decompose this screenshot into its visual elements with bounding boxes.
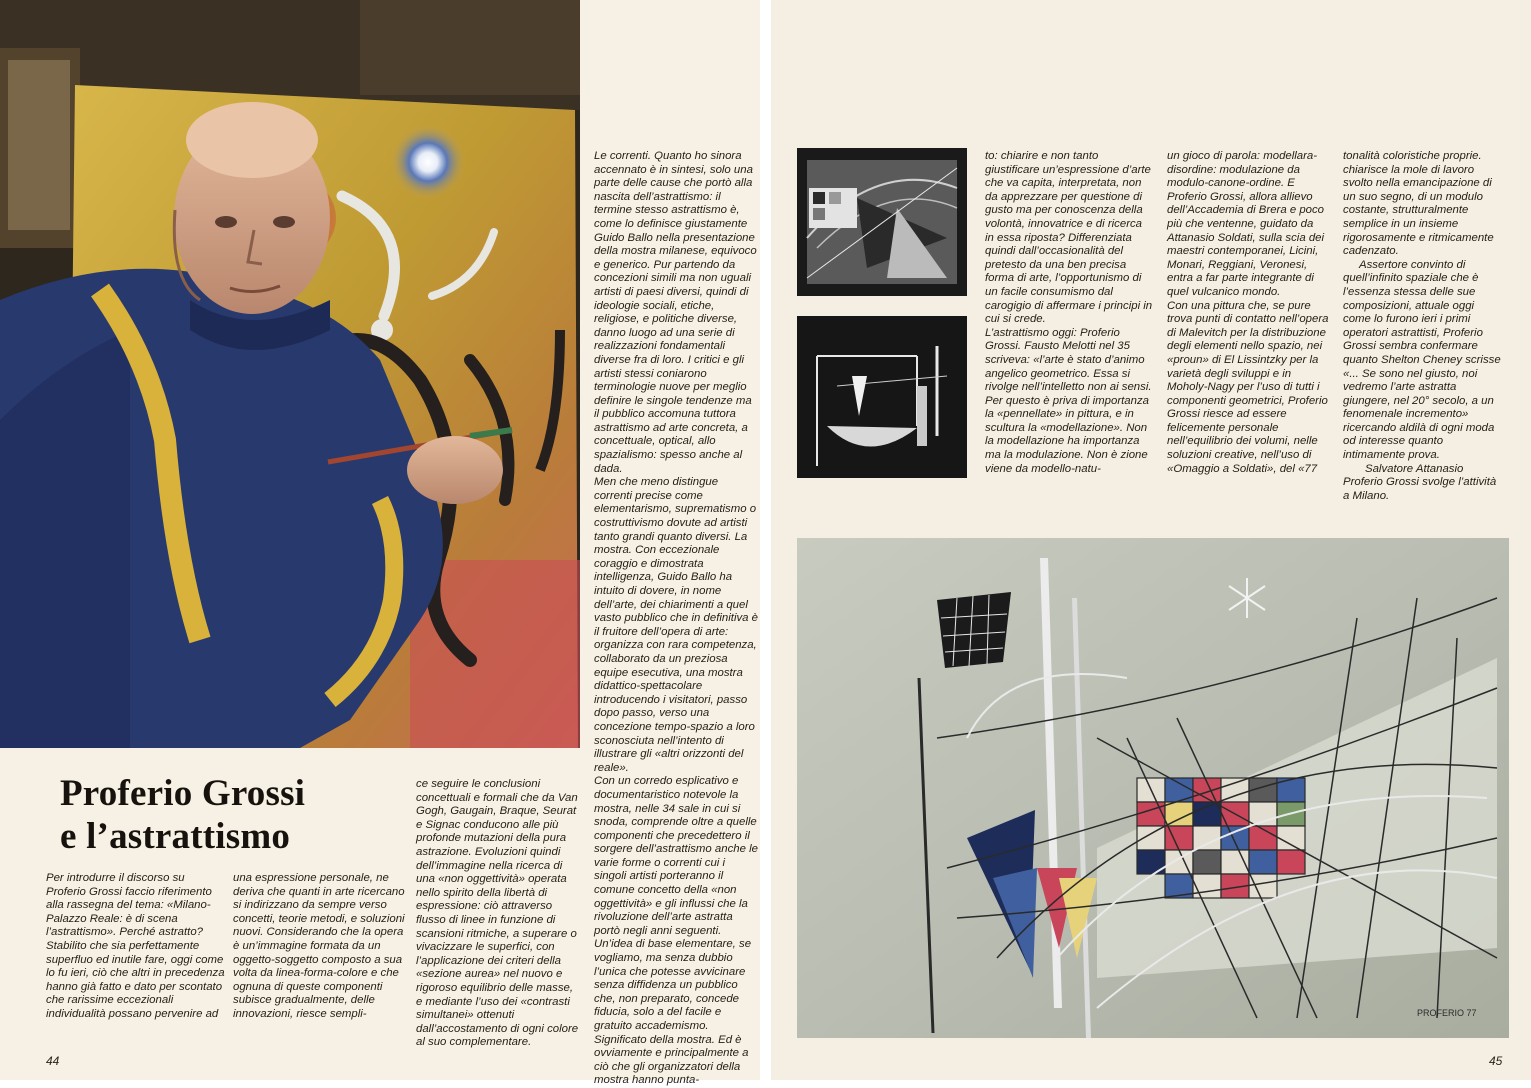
- paragraph: Proferio Grossi svolge l’attività a Milano.: [1343, 476, 1497, 502]
- right-page: [771, 0, 1531, 1080]
- abstract-composition-art: [797, 316, 967, 478]
- artist-painting-photo-art: [0, 0, 580, 748]
- featured-painting: [797, 538, 1509, 1038]
- article-title: [60, 772, 390, 858]
- title-line-1: Proferio Grossi: [60, 773, 306, 814]
- paragraph: tonalità coloristiche proprie. chiarisce la mole di lavoro svolto nella emancipazione di un suo segno, di un modulo costante, strutturalmente semplice in un insieme rigorosamente e ritmicamente cadenzato.: [1343, 150, 1494, 258]
- left-column-1: [46, 872, 226, 1022]
- painting-signature: PROFERIO 77: [1417, 1008, 1477, 1018]
- page-number-right: 45: [1489, 1054, 1503, 1068]
- paragraph: una espressione personale, ne deriva che quanti in arte ricercano si indirizzano da sempre verso concetti, teorie metodi, e soluzioni nuovi. Considerando che la opera è un’immagine formata da un oggetto-soggetto composto a sua volta da linea-forma-colore e che ognuna di queste componenti subisce gradualmente, delle innovazioni, riesce sempli-: [233, 872, 405, 1020]
- left-column-2: [233, 872, 405, 1022]
- left-page: [0, 0, 760, 1087]
- paragraph: un gioco di parola: modellara-disordine: modulazione da modulo-canone-ordine. E Proferio Grossi, allora allievo dell’Accademia di Brera e poco più che ventenne, guidato da Attanasio Soldati, sulla scia dei maestri contemporanei, Licini, Monari, Reggiani, Veronesi, entra a far parte integrante di quel vulcanico mondo.: [1167, 150, 1325, 298]
- paragraph: Per introdurre il discorso su Proferio Grossi faccio riferimento alla rassegna del tema: «Milano-Palazzo Reale: è di scena l’astrattismo». Perché astratto? Stabilito che sia perfettamente superfluo ed inutile fare, oggi come lo fu ieri, ciò che altri in precedenza hanno già fatto e dato per scontato che rarissime eccezionali individualità possano pervenire ad: [46, 872, 225, 1020]
- title-line-2: e l’astrattismo: [60, 816, 291, 857]
- abstract-composition-art: [797, 148, 967, 296]
- page-number-left: 44: [46, 1054, 60, 1068]
- grid-abstract-painting-art: [797, 538, 1509, 1038]
- paragraph: Assertore convinto di quell’infinito spaziale che è l’essenza stessa delle sue composizioni, attuale oggi come lo furono ieri i primi operatori astrattisti, Proferio Grossi sembra confermare quanto Shelton Cheney scrisse «... Se sono nel giusto, noi vedremo l’arte astratta giungere, nel 20° secolo, a un fenomenale incremento» ricercando aldilà di ogni moda od interesse quanto intimamente prova.: [1343, 258, 1501, 462]
- paragraph: Significato della mostra. Ed è ovviamente e principalmente a ciò che gli organizzatori della mostra hanno punta-: [594, 1033, 749, 1087]
- right-column-2: [1167, 150, 1331, 476]
- artwork-thumbnail-2: [797, 316, 967, 478]
- paragraph: to: chiarire e non tanto giustificare un’espressione d’arte che va capita, interpretata, non da apprezzare per questione di gusto ma per conoscenza della volontà, innovatrice e di ricerca in essa riposta? Differenziata quindi dall’occasionalità del pretesto da una ben precisa forma di arte, l’opportunismo di un facile consumismo dal carogigio di affermare i principi in cui si crede.: [985, 150, 1153, 326]
- paragraph: L’astrattismo oggi: Proferio Grossi. Fausto Melotti nel 35 scriveva: «l’arte è stato d’animo angelico geometrico. Essa si rivolge nell’intelletto non ai sensi. Per questo è priva di importanza la «pennellate» in pittura, e in scultura la «modellazione». Non la modellazione ha importanza ma la modulazione. Non è zione viene da modello-natu-: [985, 326, 1152, 475]
- paragraph: Con una pittura che, se pure trova punti di contatto nell’opera di Malevitch per la distribuzione degli elementi nello spazio, nei «proun» di El Lissintzky per la varietà degli sviluppi e in Moholy-Nagy per l’uso di tutti i componenti geometrici, Proferio Grossi riesce ad essere felicemente personale nell’equilibrio dei volumi, nelle soluzioni creative, nell’uso di «Omaggio a Soldati», del «77: [1167, 299, 1329, 475]
- left-column-4: [594, 150, 758, 1088]
- right-column-3: [1343, 150, 1503, 503]
- artwork-thumbnail-1: [797, 148, 967, 296]
- left-column-3: [416, 778, 580, 1050]
- paragraph: Men che meno distingue correnti precise come elementarismo, suprematismo o costruttivismo dovute ad artisti tanto grandi quanto diversi. La mostra. Con eccezionale coraggio e dimostrata intelligenza, Guido Ballo ha intuito di dovere, in nome dell’arte, dei chiarimenti a quel vasto pubblico che in definitiva è il fruitore dell’opera di arte: organizza con rara competenza, collaborato da un preziosa equipe esecutiva, una mostra didattico-spettacolare introducendo i visitatori, passo dopo passo, verso una concezione tempo-spazio a loro sconosciuta nell’intento di illustrare gli «altri orizzonti del reale».: [594, 476, 759, 774]
- paragraph: ce seguire le conclusioni concettuali e formali che da Van Gogh, Gaugain, Braque, Seurat e Signac conducono alle più profonde mutazioni della pura astrazione. Evoluzioni quindi dell’immagine nella ricerca di una «non oggettività» operata nello spirito della libertà di espressione: ciò attraverso flusso di linee in funzione di scansioni ritmiche, a superare o vivacizzare le superfici, con l’applicazione dei criteri della «sezione aurea» nel nuovo e rigoroso equilibrio delle masse, e mediante l’uso dei «contrasti simultanei» ottenuti dall’accostamento di ogni colore al suo complementare.: [416, 778, 579, 1049]
- artist-photo: [0, 0, 580, 748]
- paragraph: Le correnti. Quanto ho sinora accennato è in sintesi, solo una parte delle cause che portò alla nascita dell’astrattismo: il termine stesso astrattismo è, come lo definisce giustamente Guido Ballo nella presentazione della mostra milanese, equivoco e generico. Pur partendo da concezioni simili ma non uguali artisti di paesi diversi, quindi di ideologie sociali, etiche, religiose, e politiche diverse, danno luogo ad una serie di realizzazioni fondamentali diverse fra di loro. I critici e gli artisti stessi coniarono terminologie nuove per meglio definire le singole tendenze ma il pubblico accomuna tuttora astrattismo ad arte concreta, a concettuale, optical, allo spazialismo: spesso anche al dada.: [594, 150, 757, 475]
- author-signature: Salvatore Attanasio: [1365, 462, 1464, 475]
- right-column-1: [985, 150, 1153, 476]
- paragraph: Con un corredo esplicativo e documentaristico notevole la mostra, nelle 34 sale in cui si snoda, comprende oltre a quelle componenti che precedettero il sorgere dell’astrattismo anche le varie forme o correnti cui i singoli artisti porteranno il comune concetto della «non oggettività» e gli influssi che la rivoluzione dell’arte astratta portò negli anni seguenti. Un’idea di base elementare, se vogliamo, ma senza dubbio l’unica che potesse avvicinare senza diffidenza un pubblico che, non preparato, concede fiducia, solo a del facile e gratuito accademismo.: [594, 775, 758, 1032]
